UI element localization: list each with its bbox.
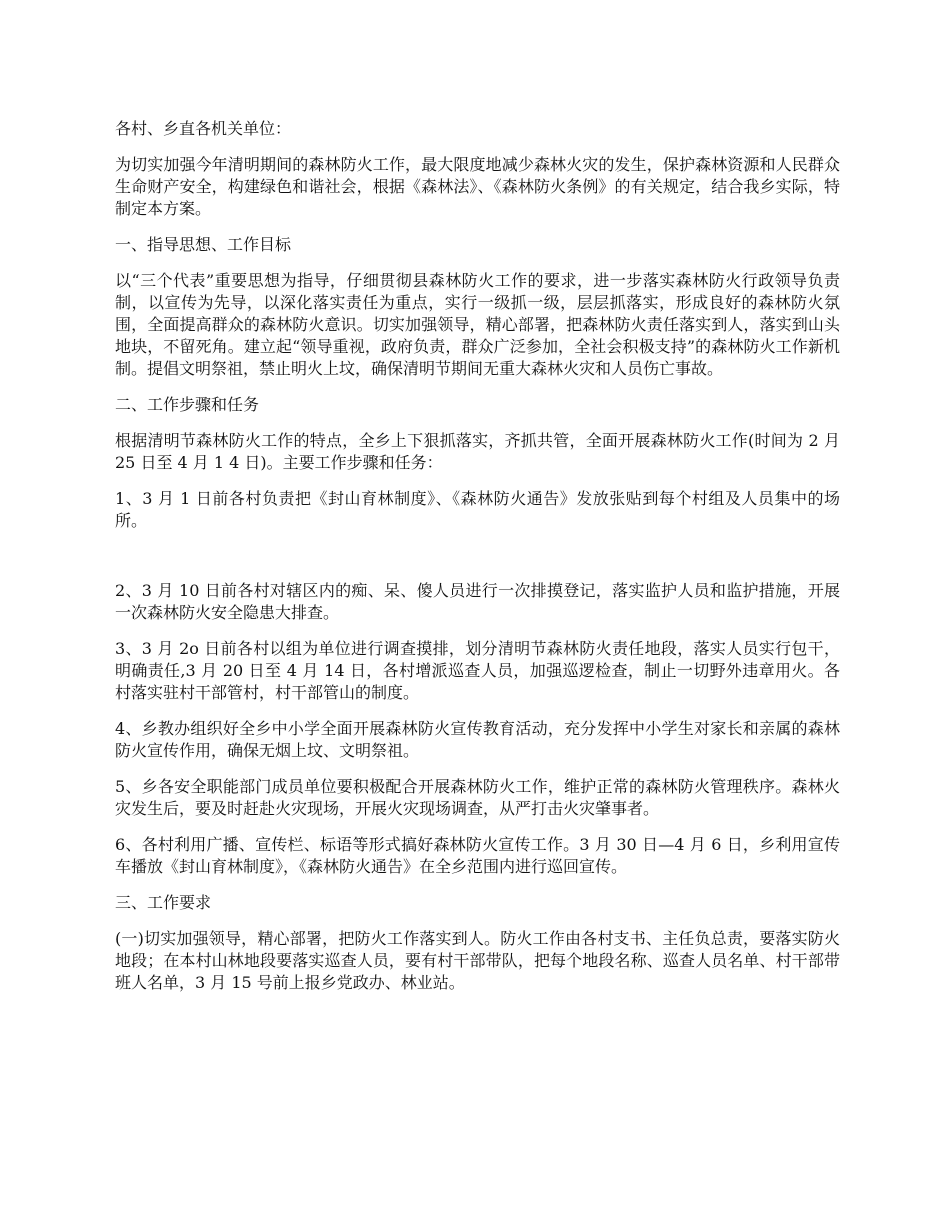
section-2-title: 二、工作步骤和任务: [115, 395, 260, 414]
section-1-body: 以“三个代表”重要思想为指导，仔细贯彻县森林防火工作的要求，进一步落实森林防火行政领导负责制，以宣传为先导，以深化落实责任为重点，实行一级抓一级，层层抓落实，形成良好的森林防火氛围，全面提高群众的森林防火意识。切实加强领导，精心部署，把森林防火责任落实到人，落实到山头地块，不留死角。建立起“领导重视，政府负责，群众广泛参加，全社会积极支持”的森林防火工作新机制。提倡文明祭祖，禁止明火上坟，确保清明节期间无重大森林火灾和人员伤亡事故。: [115, 271, 840, 378]
requirement-item-1: (一)切实加强领导，精心部署，把防火工作落实到人。防火工作由各村支书、主任负总责，要落实防火地段；在本村山林地段要落实巡查人员，要有村干部带队，把每个地段名称、巡查人员名单、村干部带班人名单，3 月 15 号前上报乡党政办、林业站。: [115, 929, 840, 992]
section-3-title: 三、工作要求: [115, 893, 212, 912]
section-1-title: 一、指导思想、工作目标: [115, 235, 292, 254]
section-2-intro: 根据清明节森林防火工作的特点，全乡上下狠抓落实，齐抓共管，全面开展森林防火工作(时间为 2 月 25 日至 4 月 1 4 日)。主要工作步骤和任务：: [115, 431, 840, 472]
task-item-4: 4、乡教办组织好全乡中小学全面开展森林防火宣传教育活动，充分发挥中小学生对家长和亲属的森林防火宣传作用，确保无烟上坟、文明祭祖。: [115, 719, 840, 760]
document-page: [115, 118, 840, 1008]
task-item-5: 5、乡各安全职能部门成员单位要积极配合开展森林防火工作，维护正常的森林防火管理秩序。森林火灾发生后，要及时赶赴火灾现场，开展火灾现场调查，从严打击火灾肇事者。: [115, 777, 840, 818]
intro-paragraph: 为切实加强今年清明期间的森林防火工作，最大限度地减少森林火灾的发生，保护森林资源和人民群众生命财产安全，构建绿色和谐社会，根据《森林法》、《森林防火条例》的有关规定，结合我乡实际，特制定本方案。: [115, 155, 840, 218]
task-item-2: 2、3 月 10 日前各村对辖区内的痴、呆、傻人员进行一次排摸登记，落实监护人员和监护措施，开展一次森林防火安全隐患大排查。: [115, 581, 840, 622]
task-item-6: 6、各村利用广播、宣传栏、标语等形式搞好森林防火宣传工作。3 月 30 日—4 月 6 日，乡利用宣传车播放《封山育林制度》，《森林防火通告》在全乡范围内进行巡回宣传。: [115, 835, 840, 876]
blank-gap: [115, 546, 840, 580]
task-item-1: 1、3 月 1 日前各村负责把《封山育林制度》、《森林防火通告》发放张贴到每个村组及人员集中的场所。: [115, 489, 840, 530]
salutation: 各村、乡直各机关单位：: [115, 119, 292, 138]
task-item-3: 3、3 月 2o 日前各村以组为单位进行调查摸排，划分清明节森林防火责任地段，落实人员实行包干，明确责任,3 月 20 日至 4 月 14 日，各村增派巡查人员，加强巡逻检查，制止一切野外违章用火。各村落实驻村干部管村，村干部管山的制度。: [115, 639, 840, 702]
